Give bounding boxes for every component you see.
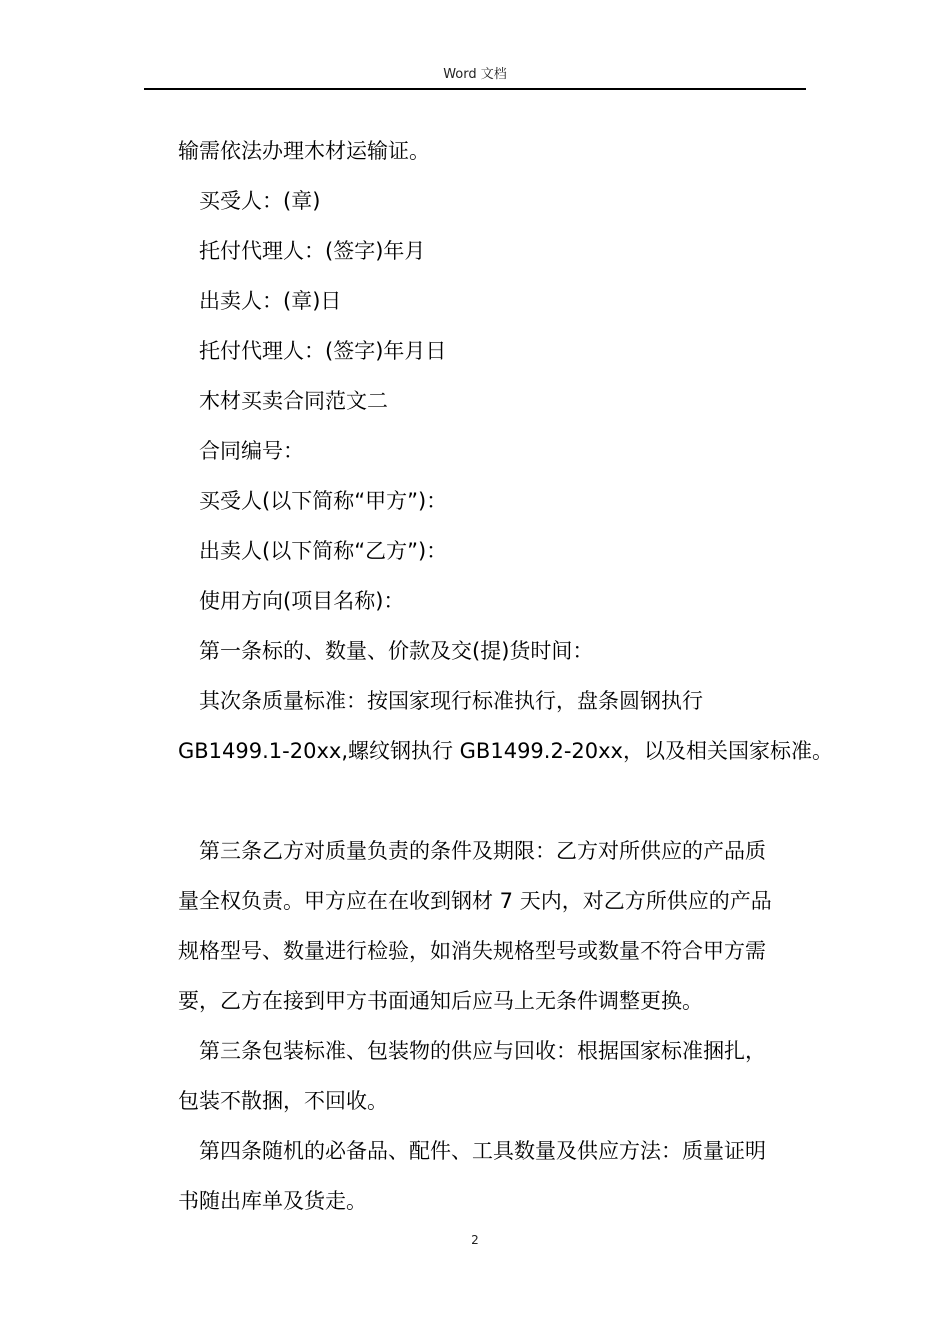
- paragraph: 包装不散捆，不回收。: [178, 1089, 388, 1113]
- paragraph: 要，乙方在接到甲方书面通知后应马上无条件调整更换。: [178, 989, 703, 1013]
- paragraph: 书随出库单及货走。: [178, 1189, 367, 1213]
- paragraph: 规格型号、数量进行检验，如消失规格型号或数量不符合甲方需: [178, 939, 766, 963]
- paragraph: 木材买卖合同范文二: [199, 389, 388, 413]
- paragraph: 第一条标的、数量、价款及交(提)货时间：: [199, 639, 594, 663]
- page-number: 2: [471, 1233, 479, 1247]
- paragraph: 第三条包装标准、包装物的供应与回收：根据国家标准捆扎，: [199, 1039, 766, 1063]
- paragraph: 买受人：(章): [199, 189, 321, 213]
- paragraph: 其次条质量标准：按国家现行标准执行，盘条圆钢执行: [199, 689, 703, 713]
- paragraph: 出卖人：(章)日: [199, 289, 342, 313]
- paragraph: 买受人(以下简称“甲方”)：: [199, 489, 448, 513]
- header-divider: [144, 88, 806, 90]
- paragraph: 第四条随机的必备品、配件、工具数量及供应方法：质量证明: [199, 1139, 766, 1163]
- paragraph: 输需依法办理木材运输证。: [178, 139, 430, 163]
- document-body: [178, 126, 833, 1226]
- paragraph: GB1499.1-20xx,螺纹钢执行 GB1499.2-20xx，以及相关国家标准。: [178, 739, 833, 763]
- paragraph: 量全权负责。甲方应在在收到钢材 7 天内，对乙方所供应的产品: [178, 889, 772, 913]
- paragraph: 使用方向(项目名称)：: [199, 589, 405, 613]
- blank-line: [178, 776, 808, 826]
- paragraph: 合同编号：: [199, 439, 304, 463]
- paragraph: 托付代理人：(签字)年月日: [199, 339, 447, 363]
- paragraph: 第三条乙方对质量负责的条件及期限：乙方对所供应的产品质: [199, 839, 766, 863]
- page-header: Word 文档: [443, 67, 507, 82]
- paragraph: 托付代理人：(签字)年月: [199, 239, 426, 263]
- paragraph: 出卖人(以下简称“乙方”)：: [199, 539, 448, 563]
